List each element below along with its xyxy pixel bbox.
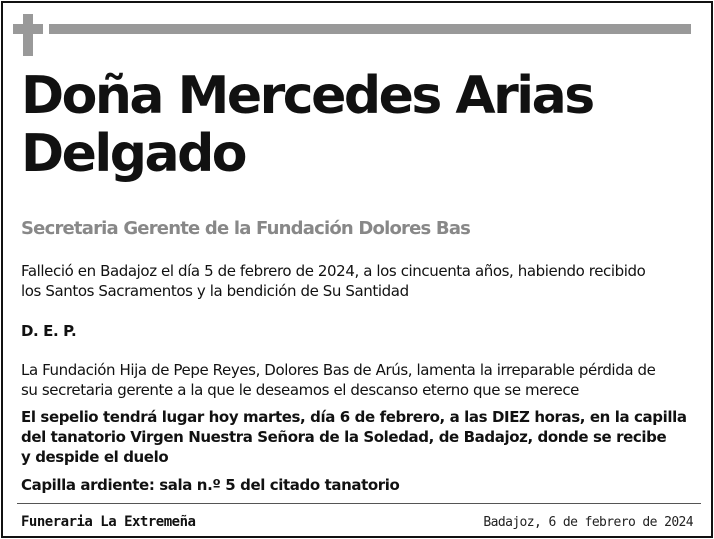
bottom-divider (17, 503, 701, 504)
chapel-info: Capilla ardiente: sala n.º 5 del citado tanatorio (21, 476, 400, 494)
top-divider (49, 24, 691, 34)
foundation-message-line1: La Fundación Hija de Pepe Reyes, Dolores Bas de Arús, lamenta la irreparable pérdida de (21, 361, 656, 379)
burial-info-line3: y despide el duelo (21, 448, 169, 466)
cross-vertical-bar (23, 14, 33, 56)
foundation-message-line2: su secretaria gerente a la que le deseamos el descanso eterno que se merece (21, 381, 579, 399)
death-notice-line2: los Santos Sacramentos y la bendición de Su Santidad (21, 282, 409, 300)
deceased-name (21, 67, 701, 183)
cross-icon (13, 14, 43, 56)
death-notice-line1: Falleció en Badajoz el día 5 de febrero de 2024, a los cincuenta años, habiendo recibido (21, 262, 646, 280)
place-date: Badajoz, 6 de febrero de 2024 (483, 515, 693, 530)
deceased-name-line2: Delgado (21, 124, 246, 184)
death-notice (21, 261, 701, 301)
funeral-home-name: Funeraria La Extremeña (21, 514, 196, 530)
burial-info-line2: del tanatorio Virgen Nuestra Señora de la Soledad, de Badajoz, donde se recibe (21, 428, 667, 446)
burial-info (21, 407, 701, 467)
cross-horizontal-bar (13, 24, 43, 34)
foundation-message (21, 360, 701, 400)
deceased-position: Secretaria Gerente de la Fundación Dolores Bas (21, 218, 471, 239)
rip-text: D. E. P. (21, 322, 77, 340)
burial-info-line1: El sepelio tendrá lugar hoy martes, día 6 de febrero, a las DIEZ horas, en la capilla (21, 408, 687, 426)
obituary-frame (1, 1, 713, 538)
deceased-name-line1: Doña Mercedes Arias (21, 66, 593, 126)
